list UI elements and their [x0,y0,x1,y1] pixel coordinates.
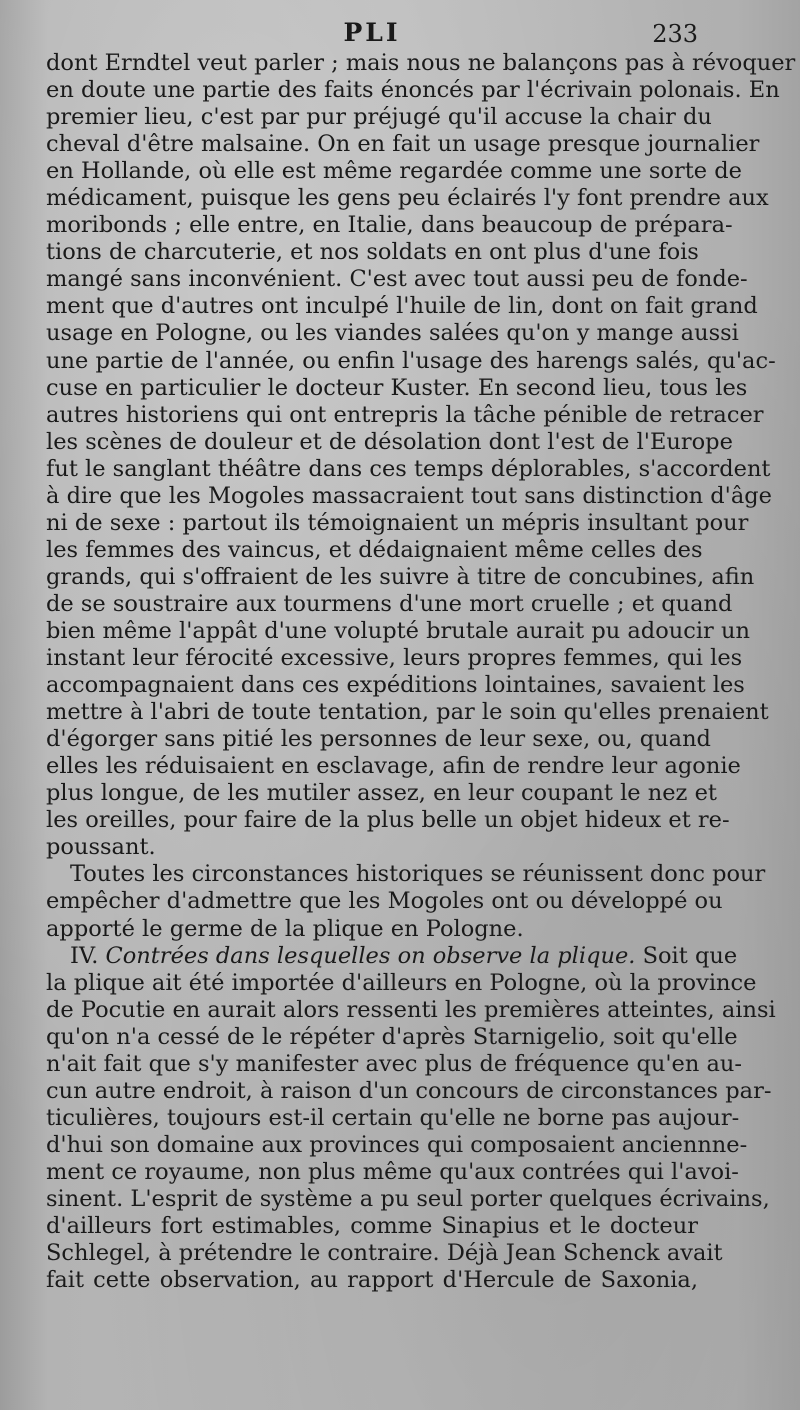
text-line: en Hollande, où elle est même regardée comme une sorte de [46,158,742,185]
text-line: empêcher d'admettre que les Mogoles ont ou développé ou [46,888,723,915]
section-heading-line [46,942,738,970]
text-line: de Pocutie en aurait alors ressenti les premières atteintes, ainsi [46,996,776,1023]
text-line: ticulières, toujours est-il certain qu'elle ne borne pas aujour- [46,1104,740,1131]
text-line: la plique ait été importée d'ailleurs en Pologne, où la province [46,969,757,996]
text-line: Toutes les circonstances historiques se réunissent donc pour [70,861,766,888]
text-line: mangé sans inconvénient. C'est avec tout aussi peu de fonde- [46,266,748,293]
text-line: grands, qui s'offraient de les suivre à titre de concubines, afin [46,563,755,590]
text-line: sinent. L'esprit de système a pu seul porter quelques écrivains, [46,1185,770,1212]
section-number: IV. [70,942,106,969]
text-line: autres historiens qui ont entrepris la tâche pénible de retracer [46,401,764,428]
text-line: poussant. [46,834,156,861]
text-line: bien même l'appât d'une volupté brutale aurait pu adoucir un [46,617,750,644]
body-text [46,50,796,1294]
page-header [46,18,698,50]
text-line: usage en Pologne, ou les viandes salées qu'on y mange aussi [46,320,739,347]
text-line: cuse en particulier le docteur Kuster. En second lieu, tous les [46,374,748,401]
text-line: moribonds ; elle entre, en Italie, dans beaucoup de prépara- [46,212,733,239]
text-line: les oreilles, pour faire de la plus belle un objet hideux et re- [46,807,730,834]
text-line: plus longue, de les mutiler assez, en leur coupant le nez et [46,780,717,807]
text-line: d'hui son domaine aux provinces qui composaient anciennne- [46,1131,748,1158]
text-line: fut le sanglant théâtre dans ces temps déplorables, s'accordent [46,455,771,482]
text-line: une partie de l'année, ou enfin l'usage des harengs salés, qu'ac- [46,347,776,374]
text-line: les femmes des vaincus, et dédaignaient même celles des [46,536,703,563]
text-line: médicament, puisque les gens peu éclairés l'y font prendre aux [46,185,769,212]
text-line: cun autre endroit, à raison d'un concours de circonstances par- [46,1077,772,1104]
text-line: à dire que les Mogoles massacraient tout sans distinction d'âge [46,482,772,509]
text-line: ment que d'autres ont inculpé l'huile de lin, dont on fait grand [46,293,758,320]
text-line: apporté le germe de la plique en Pologne. [46,915,524,942]
text-line: ni de sexe : partout ils témoignaient un mépris insultant pour [46,509,749,536]
text-line: les scènes de douleur et de désolation dont l'est de l'Europe [46,428,733,455]
text-line: dont Erndtel veut parler ; mais nous ne balançons pas à révoquer [46,50,796,76]
text-line: d'égorger sans pitié les personnes de leur sexe, ou, quand [46,726,711,753]
text-line: de se soustraire aux tourmens d'une mort cruelle ; et quand [46,590,733,617]
text-line: instant leur férocité excessive, leurs propres femmes, qui les [46,645,743,672]
text-line: premier lieu, c'est par pur préjugé qu'il accuse la chair du [46,104,712,131]
running-head: PLI [343,18,401,47]
text-line: mettre à l'abri de toute tentation, par le soin qu'elles prenaient [46,699,769,726]
text-line: elles les réduisaient en esclavage, afin de rendre leur agonie [46,753,741,780]
text-line: ment ce royaume, non plus même qu'aux contrées qui l'avoi- [46,1158,739,1185]
text-line: Schlegel, à prétendre le contraire. Déjà Jean Schenck avait [46,1240,723,1267]
text-line: en doute une partie des faits énoncés par l'écrivain polonais. En [46,77,780,104]
text-line: tions de charcuterie, et nos soldats en ont plus d'une fois [46,239,699,266]
text-line: qu'on n'a cessé de le répéter d'après Starnigelio, soit qu'elle [46,1023,738,1050]
section-lead-text: Soit que [635,942,738,969]
text-line: n'ait fait que s'y manifester avec plus de fréquence qu'en au- [46,1050,743,1077]
text-line: d'ailleurs fort estimables, comme Sinapius et le docteur [46,1213,698,1240]
section-title: Contrées dans lesquelles on observe la plique. [105,942,636,969]
page-number: 233 [652,20,698,48]
text-line: fait cette observation, au rapport d'Hercule de Saxonia, [46,1267,698,1294]
text-line: accompagnaient dans ces expéditions lointaines, savaient les [46,672,745,699]
text-line: cheval d'être malsaine. On en fait un usage presque journalier [46,131,760,158]
